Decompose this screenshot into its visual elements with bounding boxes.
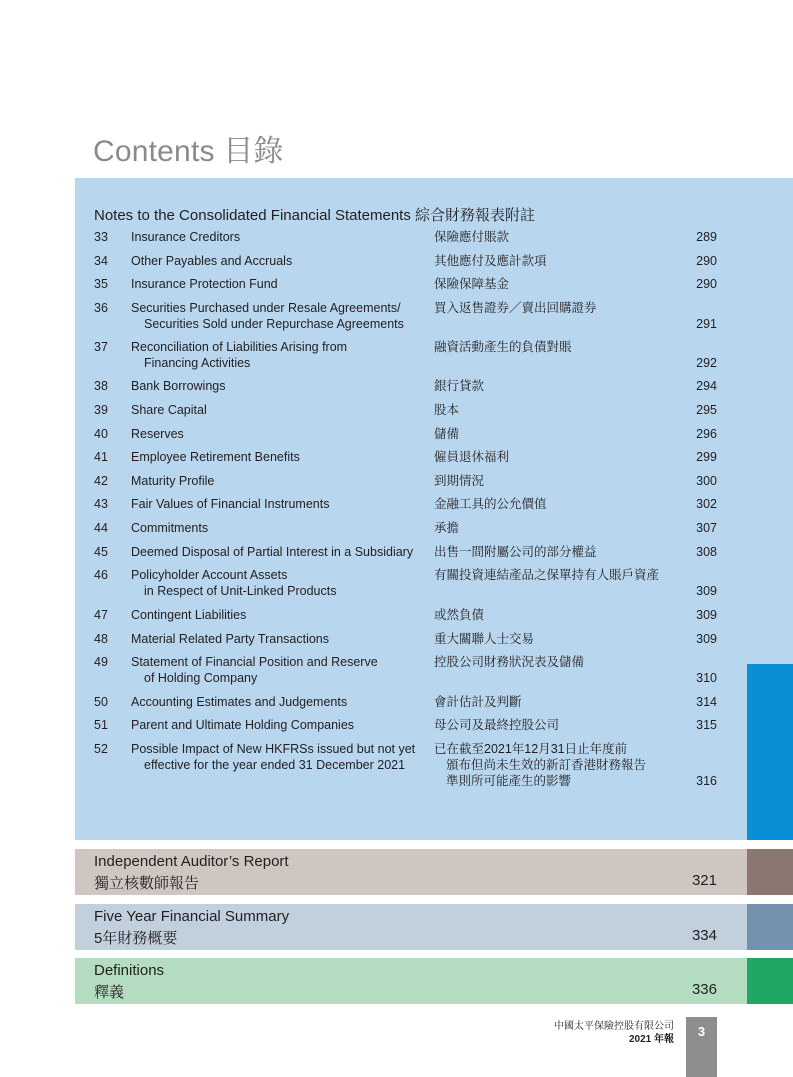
section-page: 336 [691, 981, 717, 998]
note-title-zh-line: 出售一間附屬公司的部分權益 [434, 545, 597, 559]
note-title-zh [434, 607, 694, 623]
note-title-en [131, 694, 421, 710]
note-title-zh-line: 承擔 [434, 521, 460, 535]
note-number: 37 [94, 340, 108, 354]
note-title-en [131, 496, 421, 512]
note-title-zh-line: 銀行貸款 [434, 379, 485, 393]
note-page: 310 [696, 671, 717, 685]
note-title-zh-line: 或然負債 [434, 608, 485, 622]
note-page: 314 [696, 695, 717, 709]
note-title-en-line: Fair Values of Financial Instruments [131, 497, 330, 511]
note-page: 309 [696, 584, 717, 598]
note-page: 291 [696, 317, 717, 331]
section-page: 334 [691, 927, 717, 944]
note-title-zh [434, 654, 694, 670]
note-title-en [131, 607, 421, 623]
note-title-zh-line: 控股公司財務狀況表及儲備 [434, 655, 585, 669]
note-title-en [131, 402, 421, 418]
note-title-zh-line: 股本 [434, 403, 460, 417]
section-color-tab [747, 904, 793, 950]
note-title-en [131, 654, 421, 686]
note-number: 40 [94, 427, 108, 441]
note-page: 292 [696, 356, 717, 370]
note-title-en-line: Securities Purchased under Resale Agreements/ [131, 301, 401, 315]
note-title-zh-line: 金融工具的公允價值 [434, 497, 547, 511]
toc-definitions[interactable] [75, 958, 793, 1004]
note-title-zh [434, 276, 694, 292]
note-title-en [131, 378, 421, 394]
note-title-zh [434, 339, 694, 355]
note-title-zh [434, 520, 694, 536]
notes-color-tab [747, 664, 793, 840]
note-title-en [131, 426, 421, 442]
page-number-box [686, 1017, 717, 1077]
note-page: 308 [696, 545, 717, 559]
note-title-zh [434, 473, 694, 489]
section-title-zh: 5年財務概要 [94, 930, 178, 947]
section-title-zh: 釋義 [94, 984, 125, 1001]
note-title-en [131, 544, 421, 560]
note-title-zh [434, 426, 694, 442]
note-page: 290 [696, 277, 717, 291]
note-title-en-line: Share Capital [131, 403, 207, 417]
note-title-zh-line: 其他應付及應計款項 [434, 254, 547, 268]
note-title-zh [434, 378, 694, 394]
note-title-en-line: Policyholder Account Assets [131, 568, 288, 582]
note-title-en-line: Statement of Financial Position and Reserve [131, 655, 378, 669]
note-title-zh-line: 到期情況 [434, 474, 485, 488]
note-title-en-line: Commitments [131, 521, 209, 535]
note-title-en-line: Insurance Protection Fund [131, 277, 278, 291]
section-title-en: Five Year Financial Summary [94, 908, 290, 925]
note-title-zh-line: 儲備 [434, 427, 460, 441]
note-title-zh [434, 300, 694, 316]
note-page: 290 [696, 254, 717, 268]
note-number: 35 [94, 277, 108, 291]
note-title-en-line: Insurance Creditors [131, 230, 241, 244]
note-title-en [131, 567, 421, 599]
note-title-en-line: Reserves [131, 427, 184, 441]
note-title-en [131, 741, 421, 773]
note-page: 289 [696, 230, 717, 244]
footer-report-year: 2021 年報 [628, 1034, 674, 1045]
note-title-en [131, 631, 421, 647]
note-title-en [131, 276, 421, 292]
note-number: 43 [94, 497, 108, 511]
note-title-en-line: Financing Activities [144, 356, 251, 370]
note-title-en [131, 520, 421, 536]
toc-auditor-report[interactable] [75, 849, 793, 895]
note-title-zh [434, 741, 694, 789]
note-title-zh-line: 已在截至2021年12月31日止年度前 [434, 742, 628, 756]
note-page: 315 [696, 718, 717, 732]
note-title-zh-line: 有關投資連結產品之保單持有人賬戶資產 [434, 568, 660, 582]
page-number: 3 [697, 1024, 706, 1039]
note-title-en [131, 229, 421, 245]
note-number: 41 [94, 450, 108, 464]
note-title-en-line: in Respect of Unit-Linked Products [144, 584, 337, 598]
note-title-zh-line: 買入返售證券／賣出回購證券 [434, 301, 597, 315]
note-title-zh-line: 僱員退休福利 [434, 450, 510, 464]
note-page: 294 [696, 379, 717, 393]
note-number: 38 [94, 379, 108, 393]
section-title-en: Independent Auditor’s Report [94, 853, 289, 870]
section-page: 321 [691, 872, 717, 889]
note-page: 300 [696, 474, 717, 488]
note-title-en-line: Contingent Liabilities [131, 608, 247, 622]
note-page: 302 [696, 497, 717, 511]
note-number: 48 [94, 632, 108, 646]
note-title-zh [434, 567, 694, 583]
note-number: 44 [94, 521, 108, 535]
note-title-en-line: effective for the year ended 31 December 2021 [144, 758, 406, 772]
note-title-en-line: Bank Borrowings [131, 379, 226, 393]
note-title-zh [434, 694, 694, 710]
note-title-zh-line: 保險保障基金 [434, 277, 510, 291]
note-page: 316 [696, 774, 717, 788]
note-title-en-line: Possible Impact of New HKFRSs issued but not yet [131, 742, 416, 756]
section-title-zh: 獨立核數師報告 [94, 875, 200, 892]
note-number: 50 [94, 695, 108, 709]
note-number: 46 [94, 568, 108, 582]
note-page: 295 [696, 403, 717, 417]
note-title-zh-line: 準則所可能產生的影響 [446, 774, 572, 788]
toc-financial-summary[interactable] [75, 904, 793, 950]
note-title-en [131, 449, 421, 465]
note-title-zh [434, 449, 694, 465]
note-number: 36 [94, 301, 108, 315]
note-page: 307 [696, 521, 717, 535]
note-number: 52 [94, 742, 108, 756]
note-title-en [131, 717, 421, 733]
note-title-zh-line: 保險應付賬款 [434, 230, 510, 244]
note-title-zh [434, 544, 694, 560]
note-title-zh-line: 重大關聯人士交易 [434, 632, 535, 646]
note-page: 309 [696, 632, 717, 646]
note-number: 45 [94, 545, 108, 559]
note-title-zh-line: 融資活動產生的負債對賬 [434, 340, 572, 354]
note-title-zh [434, 717, 694, 733]
note-title-en-line: Material Related Party Transactions [131, 632, 330, 646]
note-number: 51 [94, 718, 108, 732]
note-title-en [131, 253, 421, 269]
note-title-zh [434, 253, 694, 269]
note-title-zh [434, 631, 694, 647]
note-number: 49 [94, 655, 108, 669]
section-title-en: Definitions [94, 962, 165, 979]
note-title-en-line: Employee Retirement Benefits [131, 450, 300, 464]
note-title-en-line: Deemed Disposal of Partial Interest in a Subsidiary [131, 545, 414, 559]
note-title-zh-line: 會計估計及判斷 [434, 695, 522, 709]
note-title-en-line: Other Payables and Accruals [131, 254, 293, 268]
note-title-en [131, 300, 421, 332]
note-page: 296 [696, 427, 717, 441]
note-title-en-line: Securities Sold under Repurchase Agreements [144, 317, 404, 331]
note-number: 33 [94, 230, 108, 244]
note-title-en [131, 339, 421, 371]
footer-company-name: 中國太平保險控股有限公司 [554, 1021, 674, 1032]
note-title-en-line: Parent and Ultimate Holding Companies [131, 718, 355, 732]
note-title-en-line: of Holding Company [144, 671, 258, 685]
note-number: 47 [94, 608, 108, 622]
notes-heading: Notes to the Consolidated Financial Statements 綜合財務報表附註 [94, 207, 536, 224]
note-number: 39 [94, 403, 108, 417]
note-title-zh-line: 母公司及最終控股公司 [434, 718, 560, 732]
note-title-zh [434, 402, 694, 418]
note-title-en-line: Accounting Estimates and Judgements [131, 695, 348, 709]
note-title-en [131, 473, 421, 489]
section-color-tab [747, 849, 793, 895]
section-color-tab [747, 958, 793, 1004]
page-title: Contents 目錄 [93, 135, 284, 168]
note-title-zh [434, 229, 694, 245]
note-title-en-line: Maturity Profile [131, 474, 215, 488]
note-title-zh [434, 496, 694, 512]
note-number: 34 [94, 254, 108, 268]
note-title-en-line: Reconciliation of Liabilities Arising from [131, 340, 348, 354]
note-page: 299 [696, 450, 717, 464]
note-number: 42 [94, 474, 108, 488]
note-title-zh-line: 頒布但尚未生效的新訂香港財務報告 [446, 758, 647, 772]
note-page: 309 [696, 608, 717, 622]
